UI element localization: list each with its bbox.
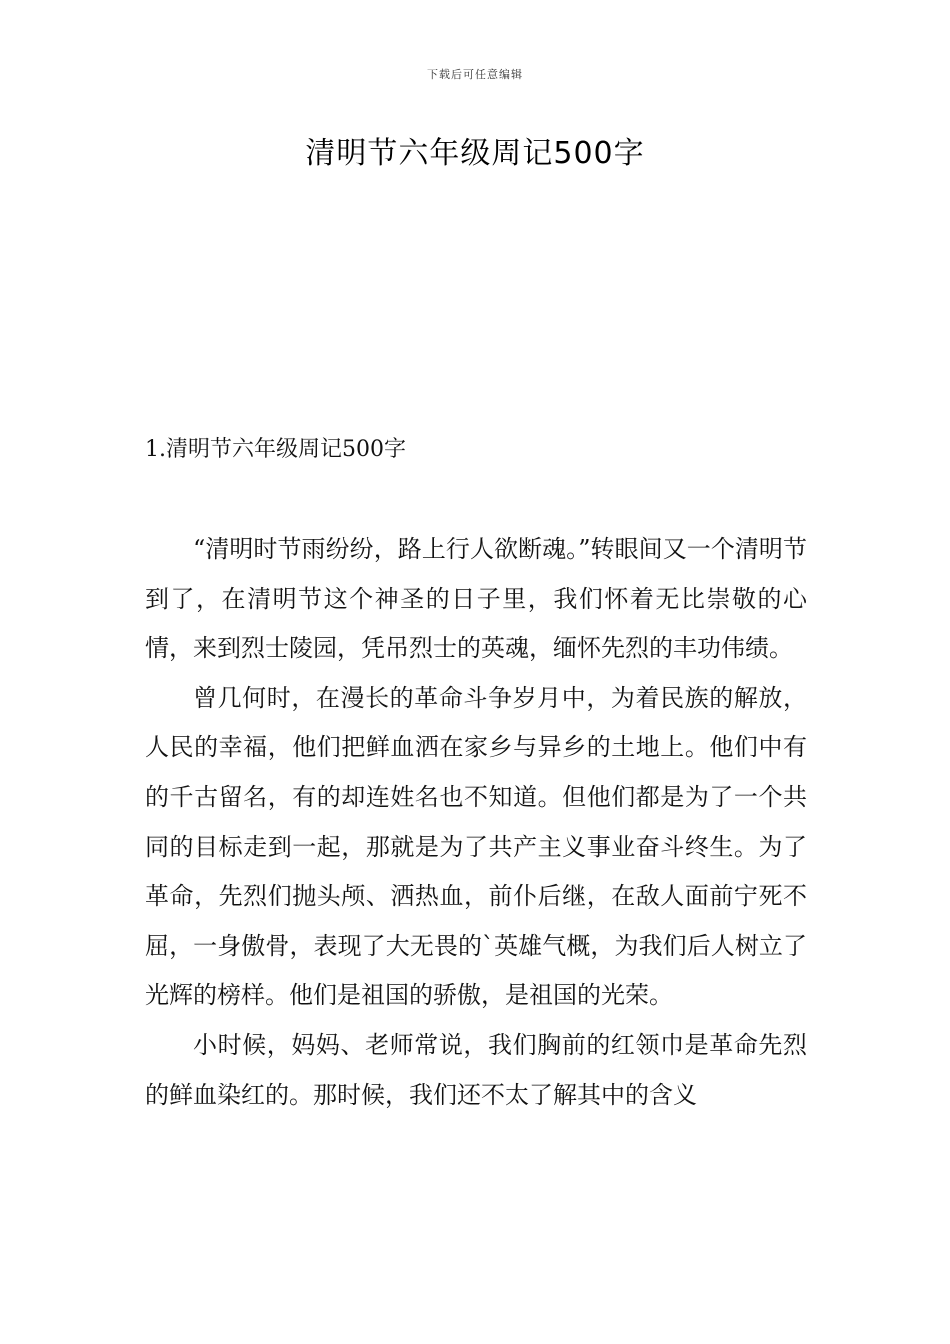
paragraph: “清明时节雨纷纷，路上行人欲断魂。”转眼间又一个清明节到了，在清明节这个神圣的日子里，我们怀着无比崇敬的心情，来到烈士陵园，凭吊烈士的英魂，缅怀先烈的丰功伟绩。 [145, 535, 807, 663]
paragraph: 小时候，妈妈、老师常说，我们胸前的红领巾是革命先烈的鲜血染红的。那时候，我们还不太了解其中的含义 [145, 1030, 807, 1109]
paragraph: 曾几何时，在漫长的革命斗争岁月中，为着民族的解放，人民的幸福，他们把鲜血洒在家乡与异乡的土地上。他们中有的千古留名，有的却连姓名也不知道。但他们都是为了一个共同的目标走到一起，那就是为了共产主义事业奋斗终生。为了革命，先烈们抛头颅、洒热血，前仆后继，在敌人面前宁死不屈，一身傲骨，表现了大无畏的`英雄气概，为我们后人树立了光辉的榜样。他们是祖国的骄傲，是祖国的光荣。 [145, 683, 807, 1010]
body-text [145, 525, 807, 1120]
document-title: 清明节六年级周记500字 [305, 136, 645, 171]
section-heading: 1.清明节六年级周记500字 [145, 437, 406, 462]
header-note: 下载后可任意编辑 [427, 68, 523, 81]
